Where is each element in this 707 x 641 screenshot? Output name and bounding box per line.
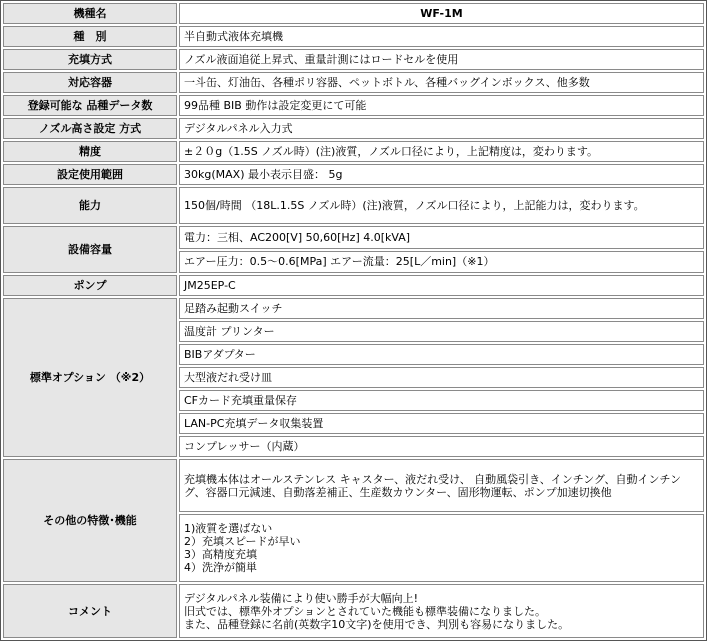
- option-item: CFカード充填重量保存: [179, 390, 704, 411]
- option-item: 温度計 プリンター: [179, 321, 704, 342]
- spec-label-nozzle-height: ノズル高さ設定 方式: [3, 118, 177, 139]
- spec-value-air: エアー圧力：0.5～0.6[MPa] エアー流量：25[L／min]（※1）: [179, 251, 704, 273]
- feature-point: 3）高精度充填: [184, 548, 257, 562]
- spec-value-comment: [179, 584, 704, 638]
- spec-label-containers: 対応容器: [3, 72, 177, 93]
- spec-row-comment: [3, 584, 704, 638]
- spec-value-type: 半自動式液体充填機: [179, 26, 704, 47]
- spec-label-equipment: 設備容量: [3, 226, 177, 272]
- spec-label-accuracy: 精度: [3, 141, 177, 162]
- spec-label-features: その他の特徴･機能: [3, 459, 177, 582]
- option-item: LAN-PC充填データ収集装置: [179, 413, 704, 434]
- spec-label-fill-method: 充填方式: [3, 49, 177, 70]
- spec-row-equipment-power: [3, 226, 704, 248]
- spec-value-capacity: 150個/時間 （18L.1.5S ノズル時）(注)液質，ノズル口径により，上記能力は，変わります。: [179, 187, 704, 224]
- spec-value-power: 電力：三相、AC200[V] 50,60[Hz] 4.0[kVA]: [179, 226, 704, 248]
- feature-point: 2）充填スピードが早い: [184, 535, 301, 549]
- option-row: [3, 298, 704, 319]
- spec-row-features-text: [3, 459, 704, 513]
- spec-label-range: 設定使用範囲: [3, 164, 177, 185]
- spec-value-nozzle-height: デジタルパネル入力式: [179, 118, 704, 139]
- spec-value-features: 充填機本体はオールステンレス キャスター、液だれ受け、 自動風袋引き、インチング、自動インチング、容器口元減速、自動落差補正、生産数カウンター、固形物運転、ポンプ加速切換他: [179, 459, 704, 513]
- comment-line: デジタルパネル装備により使い勝手が大幅向上!: [184, 591, 418, 605]
- option-item: BIBアダプター: [179, 344, 704, 365]
- spec-label-type: 種 別: [3, 26, 177, 47]
- spec-row-pump: [3, 275, 704, 296]
- spec-label-capacity: 能力: [3, 187, 177, 224]
- spec-row-fill-method: [3, 49, 704, 70]
- spec-value-registrable-items: 99品種 BIB 動作は設定変更にて可能: [179, 95, 704, 116]
- spec-label-comment: コメント: [3, 584, 177, 638]
- option-item: コンプレッサー（内蔵）: [179, 436, 704, 457]
- feature-point: 1)液質を選ばない: [184, 522, 273, 536]
- spec-row-containers: [3, 72, 704, 93]
- spec-value-containers: 一斗缶、灯油缶、各種ポリ容器、ペットボトル、各種バッグインボックス、他多数: [179, 72, 704, 93]
- spec-label-pump: ポンプ: [3, 275, 177, 296]
- spec-value-model: WF-1M: [179, 3, 704, 24]
- spec-label-options: 標準オプション （※2）: [3, 298, 177, 457]
- spec-value-pump: JM25EP-C: [179, 275, 704, 296]
- spec-row-capacity: [3, 187, 704, 224]
- spec-row-registrable-items: [3, 95, 704, 116]
- option-item: 足踏み起動スイッチ: [179, 298, 704, 319]
- spec-row-accuracy: [3, 141, 704, 162]
- spec-value-accuracy: ±２０g（1.5S ノズル時）(注)液質，ノズル口径により，上記精度は，変わります。: [179, 141, 704, 162]
- spec-label-model: 機種名: [3, 3, 177, 24]
- spec-row-type: [3, 26, 704, 47]
- spec-row-model: [3, 3, 704, 24]
- spec-label-registrable-items: 登録可能な 品種データ数: [3, 95, 177, 116]
- comment-line: 旧式では、標準外オプションとされていた機能も標準装備になりました。: [184, 604, 547, 618]
- comment-line: また、品種登録に名前(英数字10文字)を使用でき、判別も容易になりました。: [184, 617, 570, 631]
- feature-point: 4）洗浄が簡単: [184, 561, 257, 575]
- option-item: 大型液だれ受け皿: [179, 367, 704, 388]
- spec-value-fill-method: ノズル液面追従上昇式、重量計測にはロードセルを使用: [179, 49, 704, 70]
- feature-points: [179, 514, 704, 582]
- spec-row-range: [3, 164, 704, 185]
- spec-value-range: 30kg(MAX) 最小表示目盛： 5g: [179, 164, 704, 185]
- spec-row-nozzle-height: [3, 118, 704, 139]
